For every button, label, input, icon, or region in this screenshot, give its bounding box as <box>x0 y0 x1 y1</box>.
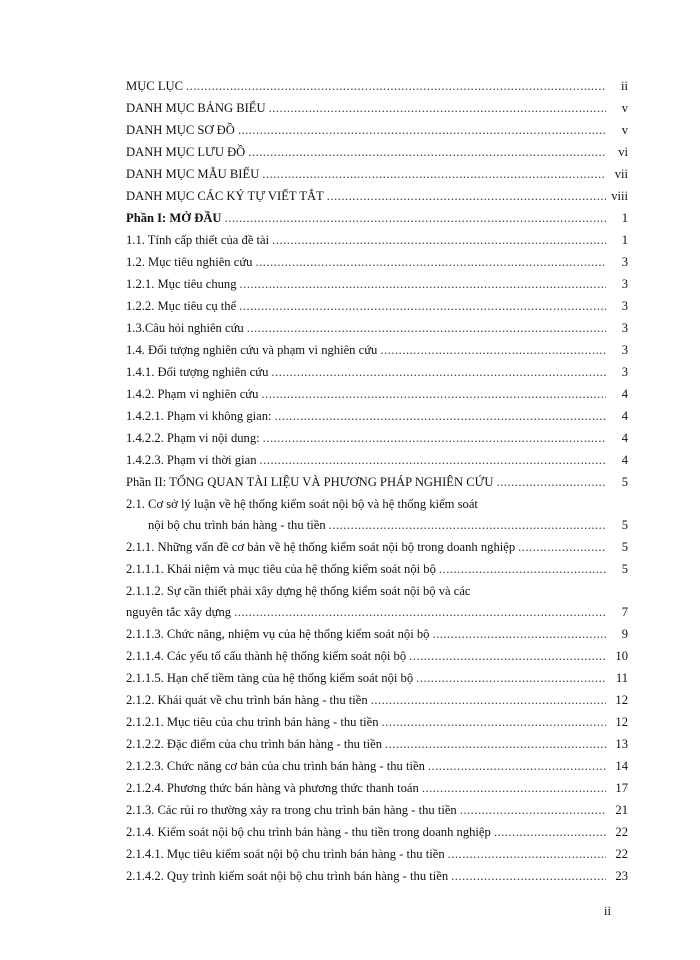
dot-leader <box>238 123 606 137</box>
toc-entry-title: 2.1. Cơ sở lý luận về hệ thống kiểm soát nội bộ và hệ thống kiểm soát <box>126 497 478 511</box>
toc-entry-title: 2.1.1.2. Sự cần thiết phải xây dựng hệ thống kiểm soát nội bộ và các <box>126 584 471 598</box>
toc-entry-title: 2.1.1.4. Các yếu tố cấu thành hệ thống kiểm soát nội bộ <box>126 649 407 663</box>
toc-entry[interactable] <box>126 365 628 387</box>
dot-leader <box>428 759 606 773</box>
toc-entry[interactable] <box>126 671 628 693</box>
toc-entry[interactable] <box>126 167 628 189</box>
dot-leader <box>494 825 606 839</box>
dot-leader <box>247 321 606 335</box>
toc-entry[interactable] <box>126 825 628 847</box>
toc-entry[interactable] <box>126 343 628 365</box>
toc-entry-page: 3 <box>621 343 628 357</box>
dot-leader <box>497 475 607 489</box>
toc-entry-title: 1.4.2. Phạm vi nghiên cứu <box>126 387 259 401</box>
dot-leader <box>248 145 606 159</box>
toc-entry[interactable] <box>126 431 628 453</box>
toc-entry[interactable] <box>126 649 628 671</box>
toc-entry-page: 5 <box>621 475 628 489</box>
toc-entry-title: DANH MỤC BẢNG BIỂU <box>126 101 266 115</box>
toc-entry[interactable] <box>126 869 628 891</box>
toc-entry-title: DANH MỤC SƠ ĐỒ <box>126 123 235 137</box>
toc-entry-page: 22 <box>615 847 628 861</box>
toc-entry[interactable] <box>126 299 628 321</box>
dot-leader <box>329 518 606 532</box>
toc-entry-page: v <box>621 101 628 115</box>
toc-entry-title: 1.4.1. Đối tượng nghiên cứu <box>126 365 269 379</box>
toc-entry-title: Phần I: MỞ ĐẦU <box>126 211 222 225</box>
toc-entry-title: 1.4.2.3. Phạm vi thời gian <box>126 453 257 467</box>
toc-entry-page: 1 <box>621 233 628 247</box>
dot-leader <box>518 540 606 554</box>
toc-entry-page: 5 <box>621 562 628 576</box>
dot-leader <box>460 803 606 817</box>
toc-entry-title: 1.1. Tính cấp thiết của đề tài <box>126 233 270 247</box>
toc-entry[interactable] <box>126 387 628 409</box>
toc-entry-page: vii <box>614 167 628 181</box>
dot-leader <box>432 627 606 641</box>
toc-entry-page: 7 <box>621 605 628 619</box>
toc-entry[interactable] <box>126 781 628 803</box>
toc-entry[interactable] <box>126 453 628 475</box>
toc-entry-title: 2.1.1.1. Khái niệm và mục tiêu của hệ thống kiểm soát nội bộ <box>126 562 436 576</box>
dot-leader <box>385 737 606 751</box>
toc-entry-title: 2.1.2. Khái quát về chu trình bán hàng - thu tiền <box>126 693 368 707</box>
toc-entry-title: 2.1.2.1. Mục tiêu của chu trình bán hàng - thu tiền <box>126 715 379 729</box>
toc-entry[interactable] <box>126 409 628 431</box>
dot-leader <box>371 693 606 707</box>
toc-entry-page: 12 <box>615 693 628 707</box>
toc-entry-page: vi <box>618 145 628 159</box>
toc-entry[interactable] <box>126 627 628 649</box>
toc-entry-title: 2.1.4.2. Quy trình kiểm soát nội bộ chu trình bán hàng - thu tiền <box>126 869 449 883</box>
page-number: ii <box>604 904 611 918</box>
toc-entry-title: 1.4.2.1. Phạm vi không gian: <box>126 409 272 423</box>
toc-entry-page: 9 <box>621 627 628 641</box>
toc-entry-title: 1.4. Đối tượng nghiên cứu và phạm vi nghiên cứu <box>126 343 378 357</box>
dot-leader <box>269 101 606 115</box>
dot-leader <box>255 255 606 269</box>
dot-leader <box>416 671 606 685</box>
dot-leader <box>261 387 606 401</box>
toc-entry[interactable] <box>126 475 628 497</box>
dot-leader <box>186 79 606 93</box>
toc-entry[interactable] <box>126 759 628 781</box>
toc-entry-title: 2.1.2.2. Đặc điểm của chu trình bán hàng - thu tiền <box>126 737 383 751</box>
toc-entry-page: viii <box>611 189 628 203</box>
dot-leader <box>271 365 606 379</box>
dot-leader <box>260 453 607 467</box>
toc-entry-page: 4 <box>621 431 628 445</box>
toc-entry[interactable] <box>126 693 628 715</box>
toc-entry-title-continued: nội bộ chu trình bán hàng - thu tiền <box>148 518 326 532</box>
toc-entry-page: v <box>621 123 628 137</box>
dot-leader <box>263 431 606 445</box>
toc-entry[interactable] <box>126 255 628 277</box>
toc-entry-title-continued: nguyên tắc xây dựng <box>126 605 232 619</box>
dot-leader <box>409 649 606 663</box>
toc-entry-page: 3 <box>621 321 628 335</box>
toc-entry-title: 2.1.1.3. Chức năng, nhiệm vụ của hệ thống kiểm soát nội bộ <box>126 627 430 641</box>
toc-entry[interactable] <box>126 233 628 255</box>
toc-entry[interactable] <box>126 715 628 737</box>
toc-entry-title: 2.1.4. Kiểm soát nội bộ chu trình bán hàng - thu tiền trong doanh nghiệp <box>126 825 491 839</box>
toc-entry-title: 1.2. Mục tiêu nghiên cứu <box>126 255 253 269</box>
toc-entry-page: 5 <box>621 540 628 554</box>
toc-entry[interactable] <box>126 123 628 145</box>
toc-entry-title: 1.2.1. Mục tiêu chung <box>126 277 237 291</box>
toc-entry-title: 2.1.2.3. Chức năng cơ bản của chu trình bán hàng - thu tiền <box>126 759 425 773</box>
toc-entry-page: 4 <box>621 387 628 401</box>
toc-entry-page: 4 <box>621 453 628 467</box>
toc-entry[interactable] <box>126 145 628 167</box>
toc-entry-title: 2.1.4.1. Mục tiêu kiểm soát nội bộ chu trình bán hàng - thu tiền <box>126 847 445 861</box>
toc-entry-page: 3 <box>621 365 628 379</box>
toc-entry-title: 2.1.1.5. Hạn chế tiềm tàng của hệ thống kiểm soát nội bộ <box>126 671 414 685</box>
toc-entry-title: 2.1.3. Các rủi ro thường xảy ra trong chu trình bán hàng - thu tiền <box>126 803 457 817</box>
toc-entry-title: 2.1.2.4. Phương thức bán hàng và phương thức thanh toán <box>126 781 419 795</box>
dot-leader <box>439 562 606 576</box>
toc-entry[interactable] <box>126 79 628 101</box>
dot-leader <box>382 715 606 729</box>
toc-entry-page: 3 <box>621 255 628 269</box>
toc-entry-page: 3 <box>621 277 628 291</box>
dot-leader <box>272 233 606 247</box>
toc-entry-page: 11 <box>615 671 628 685</box>
toc-entry-title: DANH MỤC MẪU BIỂU <box>126 167 260 181</box>
toc-entry-page: 5 <box>621 518 628 532</box>
toc-entry-title: 1.3.Câu hỏi nghiên cứu <box>126 321 244 335</box>
toc-entry[interactable] <box>126 277 628 299</box>
toc-entry-title: 2.1.1. Những vấn đề cơ bản về hệ thống kiểm soát nội bộ trong doanh nghiệp <box>126 540 516 554</box>
toc-entry-title: DANH MỤC CÁC KÝ TỰ VIẾT TẮT <box>126 189 324 203</box>
toc-entry-page: ii <box>621 79 628 93</box>
toc-entry[interactable] <box>126 497 628 540</box>
dot-leader <box>240 277 606 291</box>
toc-entry-page: 1 <box>621 211 628 225</box>
dot-leader <box>275 409 606 423</box>
toc-entry[interactable] <box>126 562 628 584</box>
dot-leader <box>327 189 606 203</box>
toc-entry-page: 23 <box>615 869 628 883</box>
dot-leader <box>225 211 606 225</box>
dot-leader <box>234 605 606 619</box>
toc-entry[interactable] <box>126 540 628 562</box>
toc-entry-page: 10 <box>615 649 628 663</box>
toc-entry[interactable] <box>126 211 628 233</box>
toc-entry-title: 1.4.2.2. Phạm vi nội dung: <box>126 431 260 445</box>
dot-leader <box>451 869 606 883</box>
toc-entry[interactable] <box>126 189 628 211</box>
toc-entry[interactable] <box>126 584 628 627</box>
toc-entry-page: 22 <box>615 825 628 839</box>
toc-entry-page: 4 <box>621 409 628 423</box>
dot-leader <box>262 167 606 181</box>
toc-entry-title: MỤC LỤC <box>126 79 184 93</box>
toc-entry-page: 3 <box>621 299 628 313</box>
dot-leader <box>422 781 606 795</box>
toc-entry-page: 17 <box>615 781 628 795</box>
toc-entry-page: 13 <box>615 737 628 751</box>
toc-entry[interactable] <box>126 803 628 825</box>
toc-entry-title: 1.2.2. Mục tiêu cụ thể <box>126 299 237 313</box>
toc-entry-page: 21 <box>615 803 628 817</box>
table-of-contents <box>126 79 628 891</box>
dot-leader <box>380 343 606 357</box>
toc-entry-title: Phần II: TỔNG QUAN TÀI LIỆU VÀ PHƯƠNG PHÁP NGHIÊN CỨU <box>126 475 494 489</box>
toc-entry-page: 12 <box>615 715 628 729</box>
dot-leader <box>239 299 606 313</box>
toc-entry[interactable] <box>126 847 628 869</box>
toc-entry-title: DANH MỤC LƯU ĐỒ <box>126 145 246 159</box>
toc-entry[interactable] <box>126 737 628 759</box>
toc-entry-page: 14 <box>615 759 628 773</box>
toc-entry[interactable] <box>126 321 628 343</box>
dot-leader <box>448 847 606 861</box>
toc-entry[interactable] <box>126 101 628 123</box>
